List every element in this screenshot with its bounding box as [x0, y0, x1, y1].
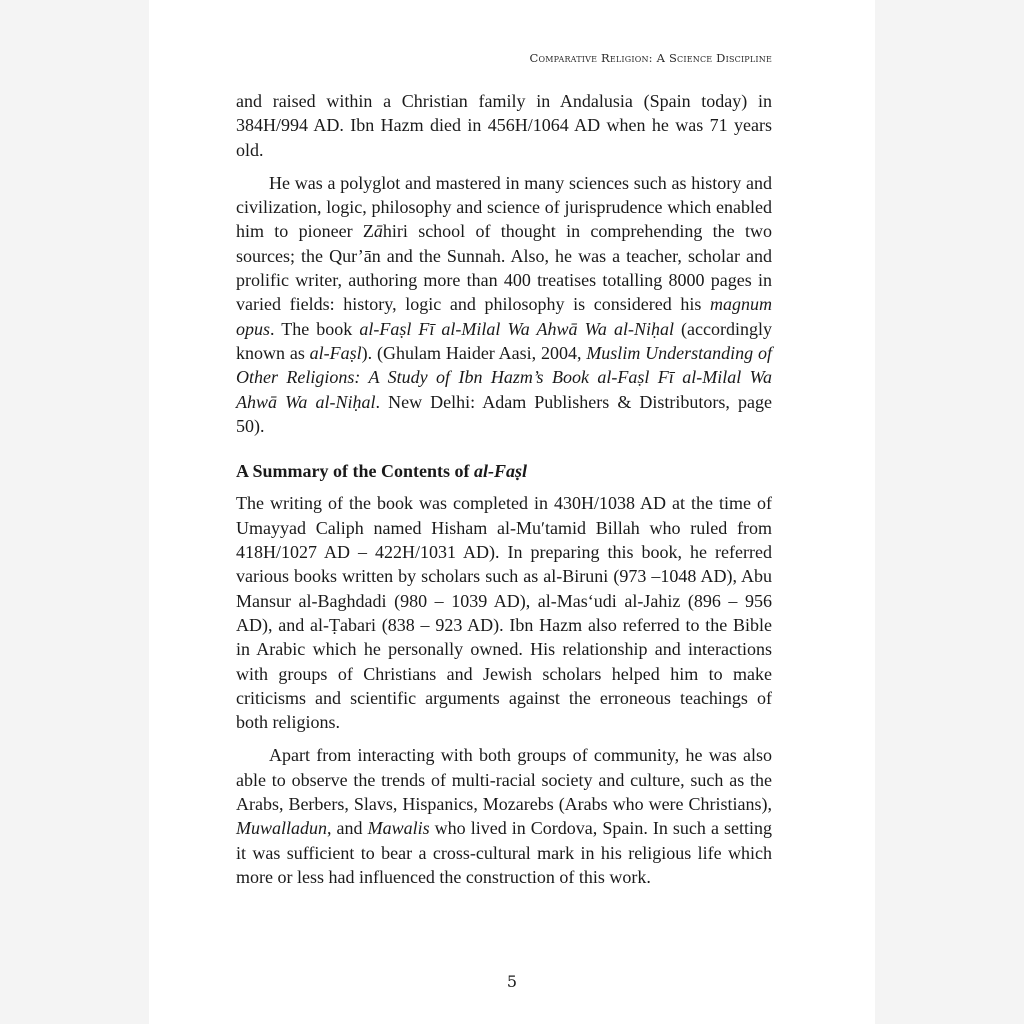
- italic-magnum-opus: magnum opus: [236, 294, 772, 339]
- body-text: [236, 89, 772, 889]
- page-number: 5: [506, 972, 518, 991]
- paragraph-multiracial-society: Apart from interacting with both groups of community, he was also able to observe the trends of multi-racial society and culture, such as the Arabs, Berbers, Slavs, Hispanics, Mozarebs (Arabs who were Christians), Muwalladun, and Mawalis who lived in Cordova, Spain. In such a setting it was sufficient to bear a cross-cultural mark in his religious life which more or less had influenced the construction of this work.: [236, 745, 772, 887]
- italic-citation-title: Muslim Understanding of Other Religions: A Study of Ibn Hazm’s Book al-Faṣl Fī al-Milal Wa Ahwā Wa al-Niḥal: [236, 342, 772, 412]
- italic-book-title: al-Faṣl Fī al-Milal Wa Ahwā Wa al-Niḥal: [359, 318, 674, 339]
- section-heading: A Summary of the Contents of al-Faṣl: [236, 461, 528, 482]
- paragraph-ibn-hazm-scholarship: He was a polyglot and mastered in many sciences such as history and civilization, logic, philosophy and science of jurisprudence which enabled him to pioneer Zāhiri school of thought in comprehending the two sources; the Qur’ān and the Sunnah. Also, he was a teacher, scholar and prolific writer, authoring more than 400 treatises totalling 8000 pages in varied fields: history, logic and philosophy is considered his magnum opus. The book al-Faṣl Fī al-Milal Wa Ahwā Wa al-Niḥal (accordingly known as al-Faṣl). (Ghulam Haider Aasi, 2004, Muslim Understanding of Other Religions: A Study of Ibn Hazm’s Book al-Faṣl Fī al-Milal Wa Ahwā Wa al-Niḥal. New Delhi: Adam Publishers & Distributors, page 50).: [236, 172, 772, 436]
- paragraph-book-completion: The writing of the book was completed in 430H/1038 AD at the time of Umayyad Caliph named Hisham al-Muʹtamid Billah who ruled from 418H/1027 AD – 422H/1031 AD). In preparing this book, he referred various books written by scholars such as al-Biruni (973 –1048 AD), Abu Mansur al-Baghdadi (980 – 1039 AD), al-Mas‘udi al-Jahiz (896 – 956 AD), and al-Ṭabari (838 – 923 AD). Ibn Hazm also referred to the Bible in Arabic which he personally owned. His relationship and interactions with groups of Christians and Jewish scholars helped him to make criticisms and scientific arguments against the erroneous teachings of both religions.: [236, 493, 772, 733]
- italic-short-title: al-Faṣl: [309, 342, 362, 363]
- paragraph-continuation: and raised within a Christian family in Andalusia (Spain today) in 384H/994 AD. Ibn Hazm died in 456H/1064 AD when he was 71 years old.: [236, 91, 772, 160]
- running-header: Comparative Religion: A Science Discipline: [529, 51, 772, 65]
- document-page: [149, 0, 875, 1024]
